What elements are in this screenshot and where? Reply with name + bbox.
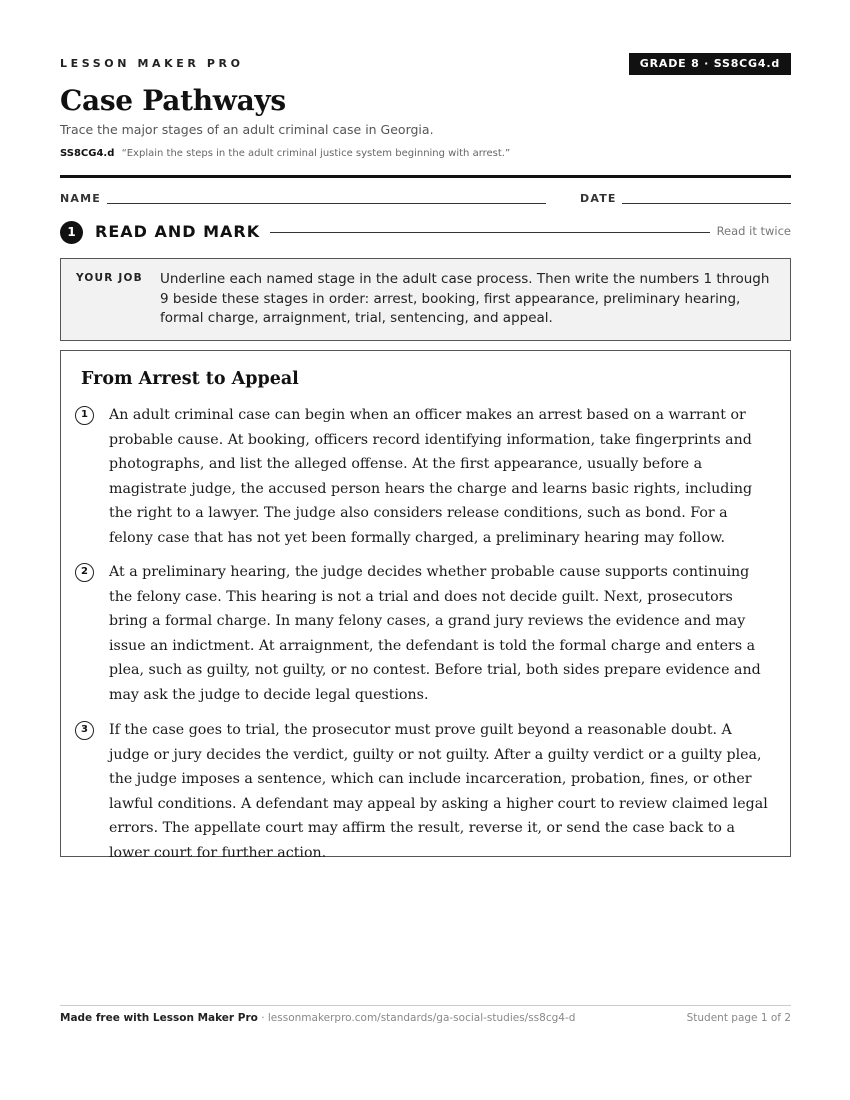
standard-text: “Explain the steps in the adult criminal justice system beginning with arrest.”: [121, 148, 511, 159]
date-field[interactable]: [622, 203, 791, 204]
instructions-box: [60, 258, 791, 341]
standard-code: SS8CG4.d: [60, 148, 115, 159]
instructions-label: YOUR JOB: [76, 272, 143, 284]
paragraph-number-icon: 1: [75, 406, 94, 425]
instructions-text: Underline each named stage in the adult case process. Then write the numbers 1 through 9 beside these stages in order: arrest, booking, first appearance, preliminary hearing, formal charge, arraignment, trial, sentencing, and appeal.: [160, 271, 770, 326]
paragraph-text: If the case goes to trial, the prosecutor must prove guilt beyond a reasonable doubt. A judge or jury decides the verdict, guilty or not guilty. After a guilty verdict or a guilty plea, the judge imposes a sentence, which can include incarceration, probation, fines, or other lawful conditions. A defendant may appeal by asking a higher court to review claimed legal errors. The appellate court may affirm the result, reverse it, or send the case back to a lower court for further action.: [109, 722, 768, 861]
standard-line: [60, 148, 510, 159]
worksheet-page: [60, 0, 791, 1100]
step-title: READ AND MARK: [95, 222, 261, 241]
footer-made-with: Made free with Lesson Maker Pro: [60, 1012, 258, 1024]
header-divider: [60, 175, 791, 178]
paragraph-number-icon: 3: [75, 721, 94, 740]
reading-paragraph: [75, 403, 775, 553]
paragraph-text: At a preliminary hearing, the judge decides whether probable cause supports continuing the felony case. This hearing is not a trial and does not decide guilt. Next, prosecutors bring a formal charge. In many felony cases, a grand jury reviews the evidence and may issue an indictment. At arraignment, the defendant is told the formal charge and enters a plea, such as guilty, not guilty, or no contest. Before trial, both sides prepare evidence and may ask the judge to decide legal questions.: [109, 564, 761, 703]
brand-name: LESSON MAKER PRO: [60, 57, 244, 70]
footer-divider: [60, 1005, 791, 1006]
page-subtitle: Trace the major stages of an adult criminal case in Georgia.: [60, 122, 434, 137]
step-number-badge: 1: [60, 221, 83, 244]
reading-paragraph: [75, 560, 775, 710]
grade-badge: GRADE 8 · SS8CG4.d: [629, 53, 791, 75]
step-divider: [270, 232, 710, 233]
paragraph-text: An adult criminal case can begin when an officer makes an arrest based on a warrant or probable cause. At booking, officers record identifying information, take fingerprints and photographs, and list the alleged offense. At the first appearance, usually before a magistrate judge, the accused person hears the charge and learns basic rights, including the right to a lawyer. The judge also considers release conditions, such as bond. For a felony case that has not yet been formally charged, a preliminary hearing may follow.: [109, 407, 753, 546]
footer-credit: [60, 1012, 575, 1024]
page-title: Case Pathways: [60, 84, 286, 117]
footer-page-number: Student page 1 of 2: [686, 1012, 791, 1024]
date-label: DATE: [580, 192, 617, 205]
name-field[interactable]: [107, 203, 546, 204]
footer-url: · lessonmakerpro.com/standards/ga-social-studies/ss8cg4-d: [261, 1012, 576, 1024]
reading-passage-box: [60, 350, 791, 861]
reading-title: From Arrest to Appeal: [81, 369, 299, 389]
name-label: NAME: [60, 192, 101, 205]
reading-paragraph: [75, 718, 775, 861]
paragraph-number-icon: 2: [75, 563, 94, 582]
step-note: Read it twice: [716, 224, 791, 238]
